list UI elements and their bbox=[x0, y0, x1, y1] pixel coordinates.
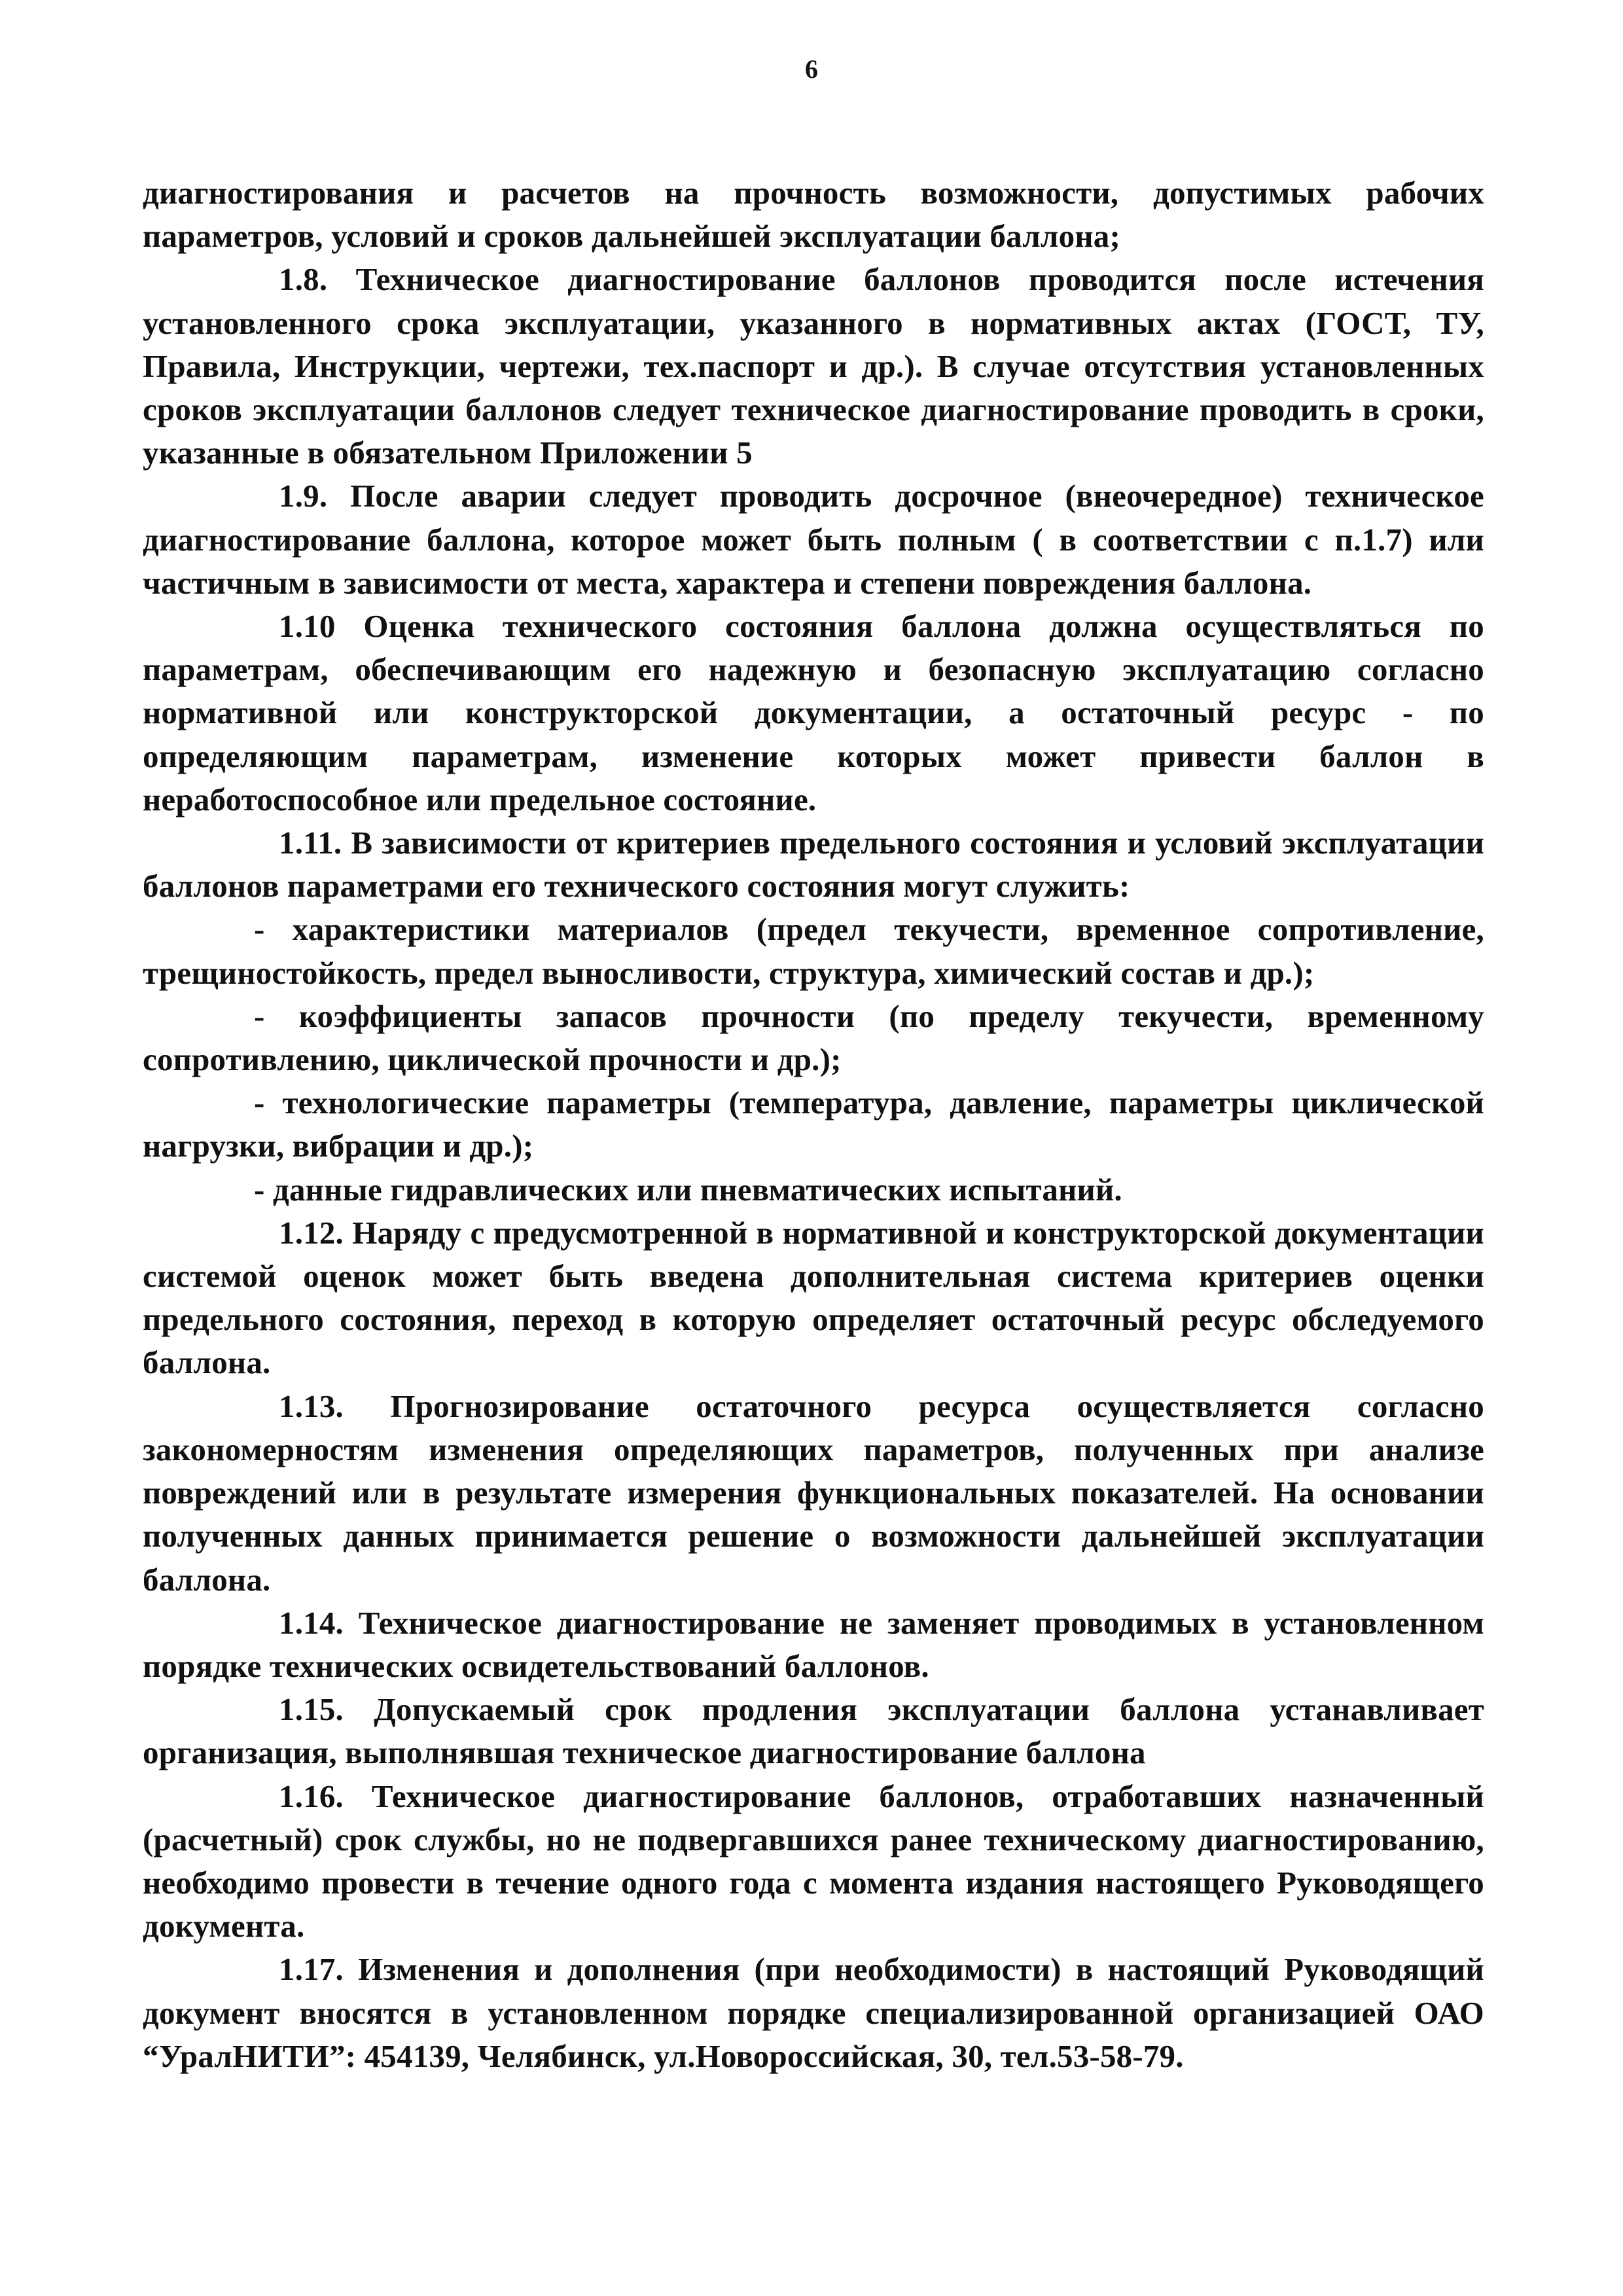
paragraph-1-14: 1.14. Техническое диагностирование не заменяет проводимых в установленном порядке технических освидетельствований баллонов. bbox=[143, 1604, 1484, 1684]
document-body bbox=[143, 171, 1484, 2078]
list-item-test-data: - данные гидравлических или пневматических испытаний. bbox=[254, 1171, 1122, 1208]
paragraph-1-11: 1.11. В зависимости от критериев предельного состояния и условий эксплуатации баллонов параметрами его технического состояния могут служить: bbox=[143, 825, 1484, 905]
paragraph-continuation: диагностирования и расчетов на прочность возможности, допустимых рабочих параметров, условий и сроков дальнейшей эксплуатации баллона; bbox=[143, 175, 1484, 255]
list-item-materials: - характеристики материалов (предел текучести, временное сопротивление, трещиностойкость, предел выносливости, структура, химический состав и др.); bbox=[143, 911, 1484, 991]
paragraph-1-10: 1.10 Оценка технического состояния баллона должна осуществляться по параметрам, обеспечивающим его надежную и безопасную эксплуатацию согласно нормативной или конструкторской документации, а остаточный ресурс - по определяющим параметрам, изменение которых может привести баллон в неработоспособное или предельное состояние. bbox=[143, 608, 1484, 817]
list-item-process-parameters: - технологические параметры (температура, давление, параметры циклической нагрузки, вибрации и др.); bbox=[143, 1085, 1484, 1164]
page-number: 6 bbox=[805, 54, 818, 84]
list-item-safety-factors: - коэффициенты запасов прочности (по пределу текучести, временному сопротивлению, циклической прочности и др.); bbox=[143, 997, 1484, 1078]
paragraph-1-17: 1.17. Изменения и дополнения (при необходимости) в настоящий Руководящий документ вносятся в установленном порядке специализированной организацией ОАО “УралНИТИ”: 454139, Челябинск, ул.Новороссийская, 30, тел.53-58-79. bbox=[143, 1951, 1484, 2074]
paragraph-1-8: 1.8. Техническое диагностирование баллонов проводится после истечения установленного срока эксплуатации, указанного в нормативных актах (ГОСТ, ТУ, Правила, Инструкции, чертежи, тех.паспорт и др.). В случае отсутствия установленных сроков эксплуатации баллонов следует техническое диагностирование проводить в сроки, указанные в обязательном Приложении 5 bbox=[143, 261, 1484, 471]
paragraph-1-13: 1.13. Прогнозирование остаточного ресурса осуществляется согласно закономерностям изменения определяющих параметров, полученных при анализе повреждений или в результате измерения функциональных показателей. На основании полученных данных принимается решение о возможности дальнейшей эксплуатации баллона. bbox=[143, 1388, 1484, 1598]
paragraph-1-16: 1.16. Техническое диагностирование баллонов, отработавших назначенный (расчетный) срок службы, но не подвергавшихся ранее техническому диагностированию, необходимо провести в течение одного года с момента издания настоящего Руководящего документа. bbox=[143, 1778, 1484, 1945]
paragraph-1-15: 1.15. Допускаемый срок продления эксплуатации баллона устанавливает организация, выполнявшая техническое диагностирование баллона bbox=[143, 1691, 1484, 1771]
paragraph-1-9: 1.9. После аварии следует проводить досрочное (внеочередное) техническое диагностирование баллона, которое может быть полным ( в соответствии с п.1.7) или частичным в зависимости от места, характера и степени повреждения баллона. bbox=[143, 478, 1484, 601]
paragraph-1-12: 1.12. Наряду с предусмотренной в нормативной и конструкторской документации системой оценок может быть введена дополнительная система критериев оценки предельного состояния, переход в которую определяет остаточный ресурс обследуемого баллона. bbox=[143, 1214, 1484, 1381]
